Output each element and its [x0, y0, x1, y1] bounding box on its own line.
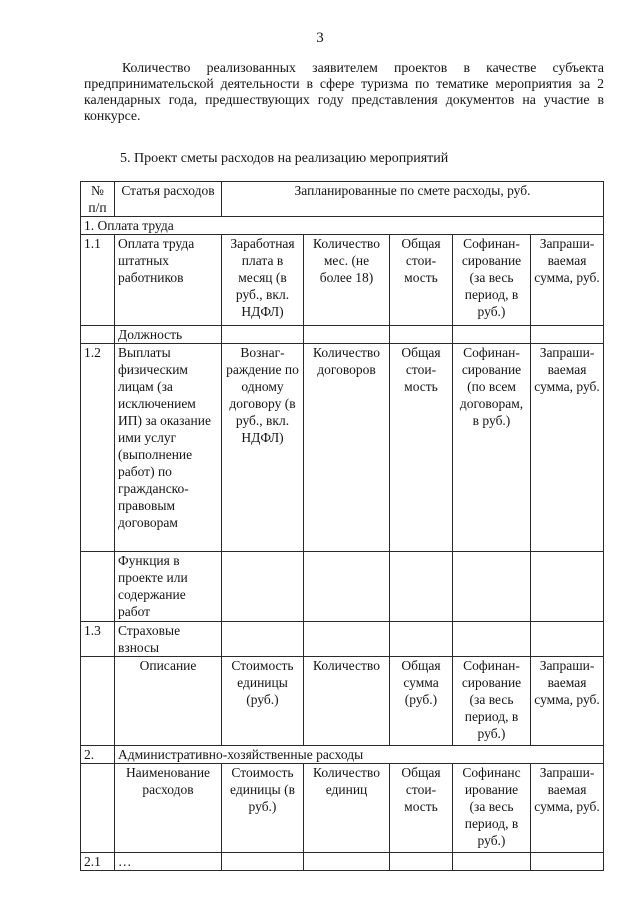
empty-cell [304, 326, 390, 344]
row-article: Оплата труда штатных работников [115, 235, 222, 326]
empty-cell [81, 657, 115, 746]
cell-unit-cost: Стоимость единицы (руб.) [222, 657, 304, 746]
row-article: Выплаты физическим лицам (за исключением ИП) за оказание ими услуг (выполнение работ) по гражданско-правовым договорам [115, 344, 222, 552]
row-num: 1.3 [81, 622, 115, 657]
cell-total: Общая стои-мость [390, 764, 453, 853]
cell-requested: Запраши-ваемая сумма, руб. [531, 764, 604, 853]
row-num: 2. [81, 746, 115, 764]
budget-table [80, 181, 604, 871]
table-row [81, 552, 604, 622]
row-num: 1.2 [81, 344, 115, 552]
empty-cell [222, 853, 304, 871]
empty-cell [390, 853, 453, 871]
row-num: 1.1 [81, 235, 115, 326]
empty-cell [531, 853, 604, 871]
row-article: Функция в проекте или содержание работ [115, 552, 222, 622]
header-num: № п/п [81, 182, 115, 217]
empty-cell [390, 622, 453, 657]
cell-cofinancing: Софинан-сирование (за весь период, в руб.) [453, 657, 531, 746]
table-row [81, 853, 604, 871]
cell-unit-cost: Стоимость единицы (в руб.) [222, 764, 304, 853]
empty-cell [81, 326, 115, 344]
cell-cofinancing: Софинан-сирование (по всем договорам, в руб.) [453, 344, 531, 552]
row-num: 2.1 [81, 853, 115, 871]
empty-cell [222, 552, 304, 622]
table-header-row [81, 182, 604, 217]
empty-cell [531, 622, 604, 657]
empty-cell [304, 622, 390, 657]
table-row [81, 235, 604, 326]
header-planned: Запланированные по смете расходы, руб. [222, 182, 604, 217]
cell-quantity: Количество единиц [304, 764, 390, 853]
empty-cell [531, 326, 604, 344]
empty-cell [81, 552, 115, 622]
cell-total: Общая сумма (руб.) [390, 657, 453, 746]
empty-cell [453, 552, 531, 622]
row-article: Должность [115, 326, 222, 344]
empty-cell [390, 326, 453, 344]
cell-requested: Запраши-ваемая сумма, руб. [531, 235, 604, 326]
page-number: 3 [316, 30, 324, 46]
empty-cell [304, 552, 390, 622]
row-article: Наименование расходов [115, 764, 222, 853]
cell-months: Количество мес. (не более 18) [304, 235, 390, 326]
empty-cell [453, 853, 531, 871]
cell-cofinancing: Софинан-сирование (за весь период, в руб.) [453, 235, 531, 326]
table-row [81, 764, 604, 853]
cell-requested: Запраши-ваемая сумма, руб. [531, 344, 604, 552]
row-article: Описание [115, 657, 222, 746]
cell-contracts: Количество договоров [304, 344, 390, 552]
header-article: Статья расходов [115, 182, 222, 217]
row-article: … [115, 853, 222, 871]
table-row [81, 622, 604, 657]
intro-paragraph: Количество реализованных заявителем проектов в качестве субъекта предпринимательской деятельности в сфере туризма по тематике мероприятия за 2 календарных года, предшествующих году представления документов на участие в конкурсе. [84, 60, 604, 123]
cell-fee: Вознаг-раждение по одному договору (в руб., вкл. НДФЛ) [222, 344, 304, 552]
section-label: Административно-хозяйственные расходы [115, 746, 604, 764]
cell-cofinancing: Софинанс ирование (за весь период, в руб.) [453, 764, 531, 853]
section-row [81, 746, 604, 764]
section-row [81, 217, 604, 235]
cell-requested: Запраши-ваемая сумма, руб. [531, 657, 604, 746]
cell-total: Общая стои-мость [390, 344, 453, 552]
section-label: 1. Оплата труда [81, 217, 604, 235]
table-row [81, 344, 604, 552]
empty-cell [453, 622, 531, 657]
cell-quantity: Количество [304, 657, 390, 746]
empty-cell [304, 853, 390, 871]
empty-cell [453, 326, 531, 344]
empty-cell [81, 764, 115, 853]
section-heading: 5. Проект сметы расходов на реализацию мероприятий [120, 151, 449, 166]
table-row [81, 657, 604, 746]
empty-cell [531, 552, 604, 622]
empty-cell [222, 326, 304, 344]
empty-cell [390, 552, 453, 622]
cell-salary: Заработная плата в месяц (в руб., вкл. НДФЛ) [222, 235, 304, 326]
table-row [81, 326, 604, 344]
cell-total: Общая стои-мость [390, 235, 453, 326]
row-article: Страховые взносы [115, 622, 222, 657]
empty-cell [222, 622, 304, 657]
